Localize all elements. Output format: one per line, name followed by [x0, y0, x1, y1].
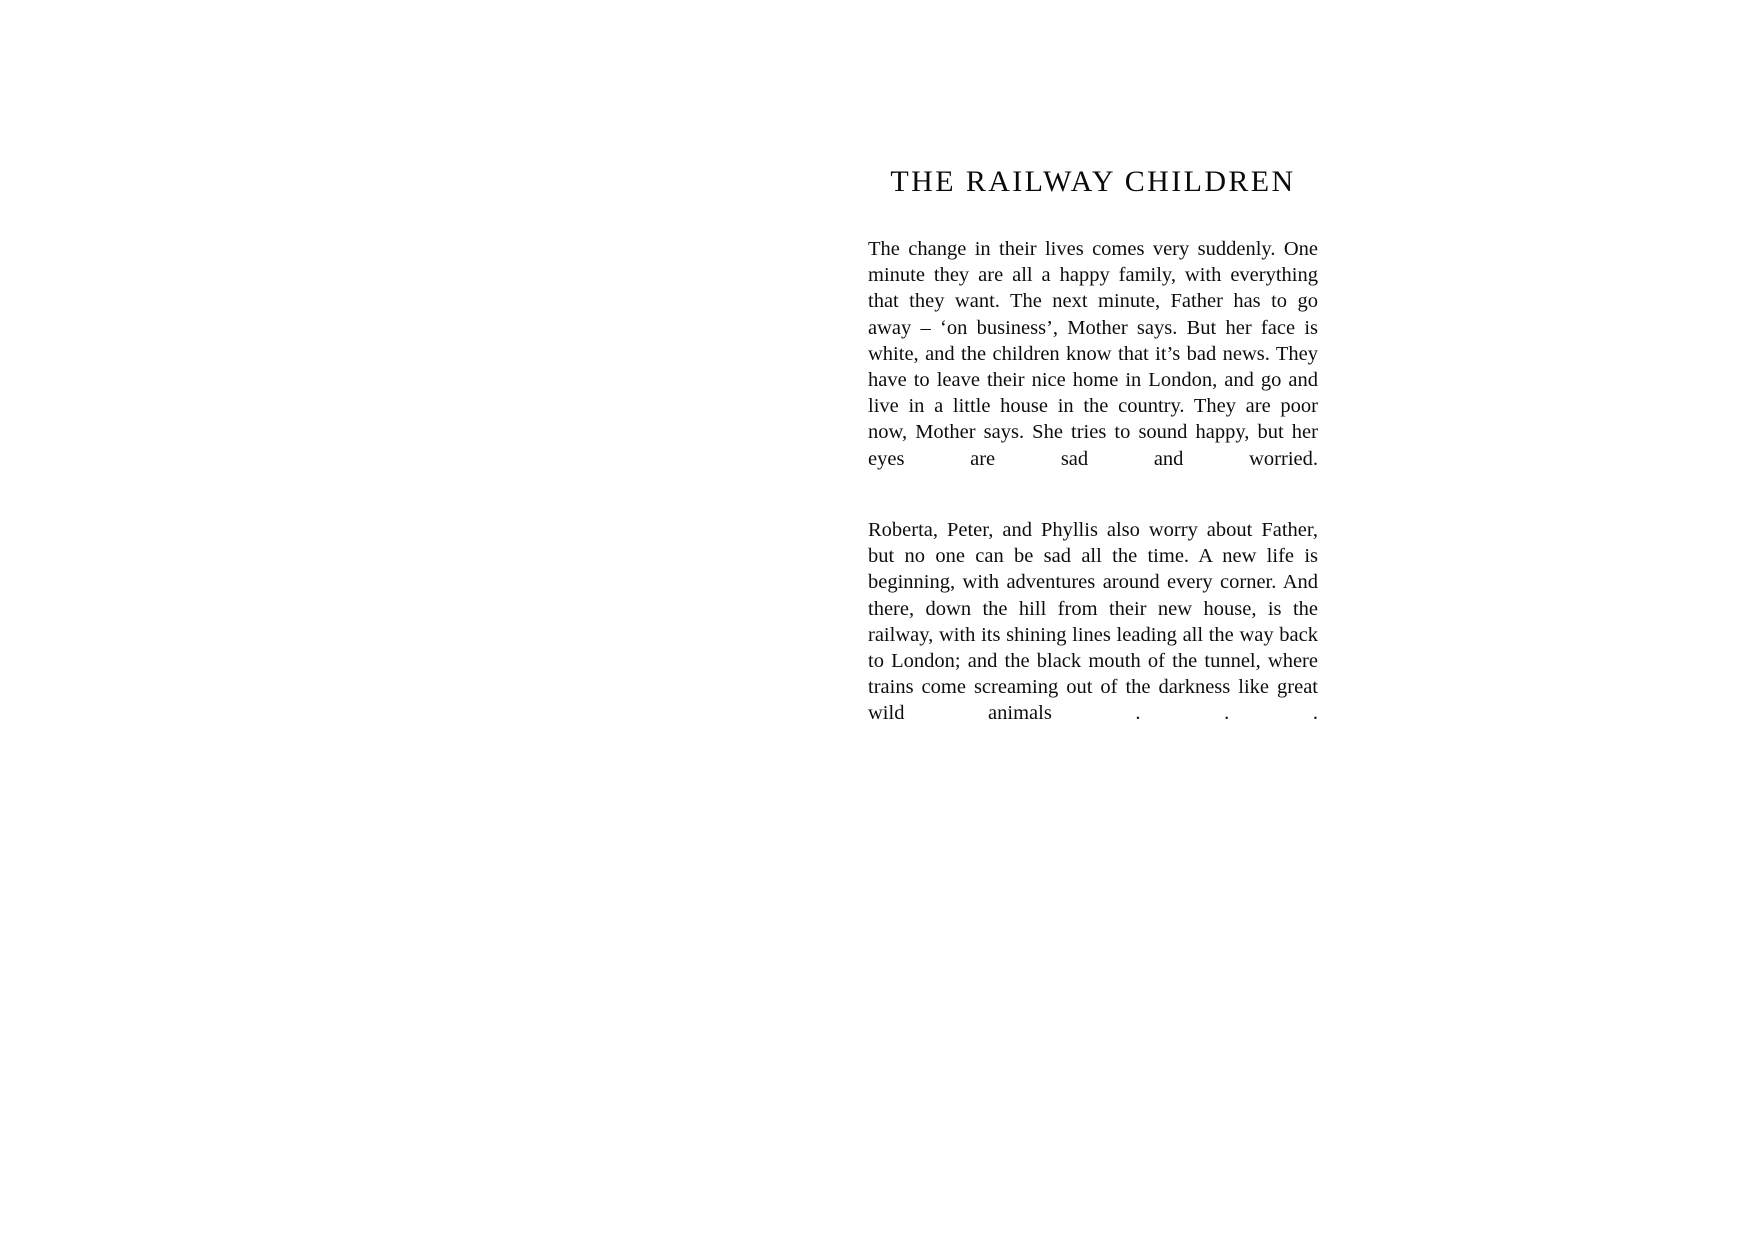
blurb-paragraph-2: Roberta, Peter, and Phyllis also worry about Father, but no one can be sad all the time. A new life is beginning, with adventures around every corner. And there, down the hill from their new house, is the railway, with its shining lines leading all the way back to London; and the black mouth of the tunnel, where trains come screaming out of the darkness like great wild animals . . .	[868, 519, 1318, 725]
blurb-paragraph-1: The change in their lives comes very suddenly. One minute they are all a happy family, with everything that they want. The next minute, Father has to go away – ‘on business’, Mother says. But her face is white, and the children know that it’s bad news. They have to leave their nice home in London, and go and live in a little house in the country. They are poor now, Mother says. She tries to sound happy, but her eyes are sad and worried.	[868, 238, 1318, 470]
blurb-body	[868, 236, 1318, 753]
page-title: THE RAILWAY CHILDREN	[890, 165, 1296, 198]
